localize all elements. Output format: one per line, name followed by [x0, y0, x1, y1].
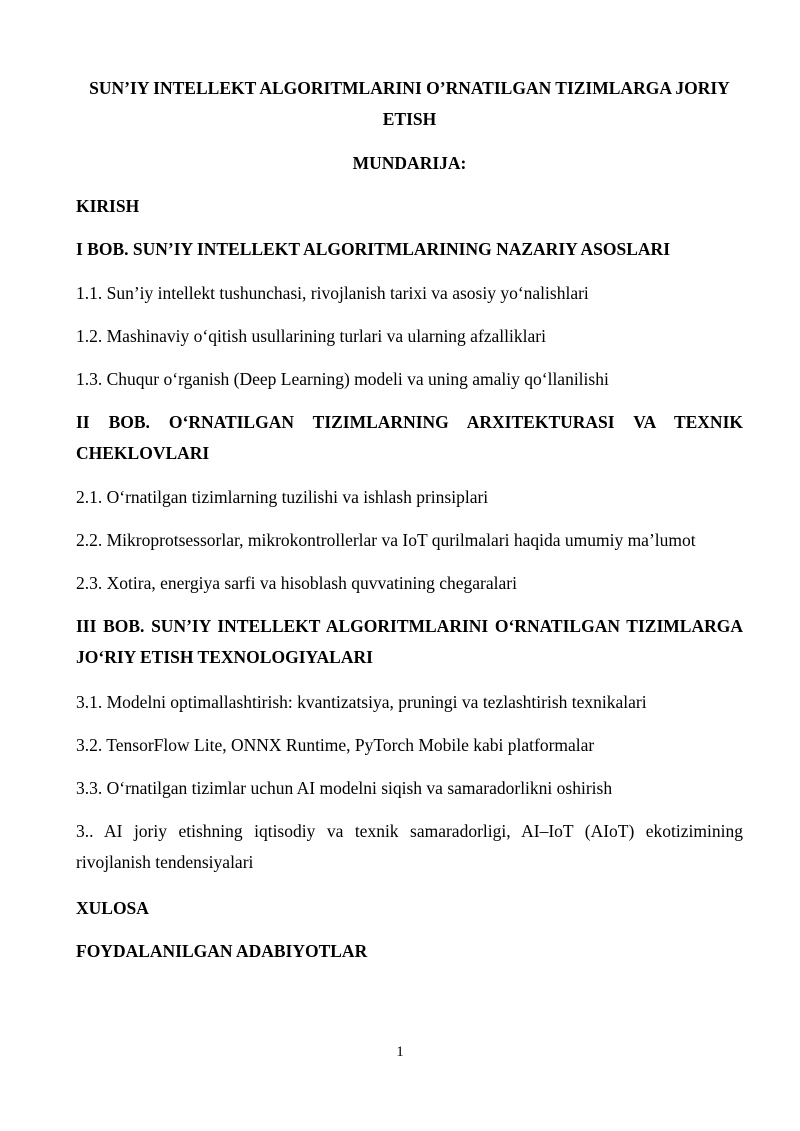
page-number: 1 [396, 1044, 404, 1060]
toc-section-3-3: 3.3. O‘rnatilgan tizimlar uchun AI modelni siqish va samaradorlikni oshirish [76, 778, 613, 798]
toc-entry-references: FOYDALANILGAN ADABIYOTLAR [76, 941, 368, 961]
document-title: SUN’IY INTELLEKT ALGORITMLARINI O’RNATILGAN TIZIMLARGA JORIY ETISH [89, 78, 730, 129]
toc-chapter-1: I BOB. SUN’IY INTELLEKT ALGORITMLARINING NAZARIY ASOSLARI [76, 239, 671, 259]
toc-heading: MUNDARIJA: [352, 153, 467, 173]
toc-section-1-3: 1.3. Chuqur o‘rganish (Deep Learning) modeli va uning amaliy qo‘llanilishi [76, 369, 609, 389]
toc-section-3-1: 3.1. Modelni optimallashtirish: kvantizatsiya, pruningi va tezlashtirish texnikalari [76, 692, 647, 712]
toc-section-1-2: 1.2. Mashinaviy o‘qitish usullarining turlari va ularning afzalliklari [76, 326, 546, 346]
toc-section-1-1: 1.1. Sun’iy intellekt tushunchasi, rivojlanish tarixi va asosiy yo‘nalishlari [76, 283, 589, 303]
toc-entry-introduction: KIRISH [76, 196, 140, 216]
toc-chapter-2: II BOB. O‘RNATILGAN TIZIMLARNING ARXITEKTURASI VA TEXNIK CHEKLOVLARI [76, 412, 743, 463]
toc-entry-conclusion: XULOSA [76, 898, 149, 918]
toc-section-3-4: 3.. AI joriy etishning iqtisodiy va texnik samaradorligi, AI–IoT (AIoT) ekotizimining rivojlanish tendensiyalari [76, 821, 743, 872]
toc-section-2-1: 2.1. O‘rnatilgan tizimlarning tuzilishi va ishlash prinsiplari [76, 487, 489, 507]
toc-chapter-3: III BOB. SUN’IY INTELLEKT ALGORITMLARINI O‘RNATILGAN TIZIMLARGA JO‘RIY ETISH TEXNOLOGIYALARI [76, 616, 743, 667]
toc-section-3-2: 3.2. TensorFlow Lite, ONNX Runtime, PyTorch Mobile kabi platformalar [76, 735, 595, 755]
toc-section-2-2: 2.2. Mikroprotsessorlar, mikrokontrollerlar va IoT qurilmalari haqida umumiy ma’lumot [76, 530, 696, 550]
toc-section-2-3: 2.3. Xotira, energiya sarfi va hisoblash quvvatining chegaralari [76, 573, 517, 593]
